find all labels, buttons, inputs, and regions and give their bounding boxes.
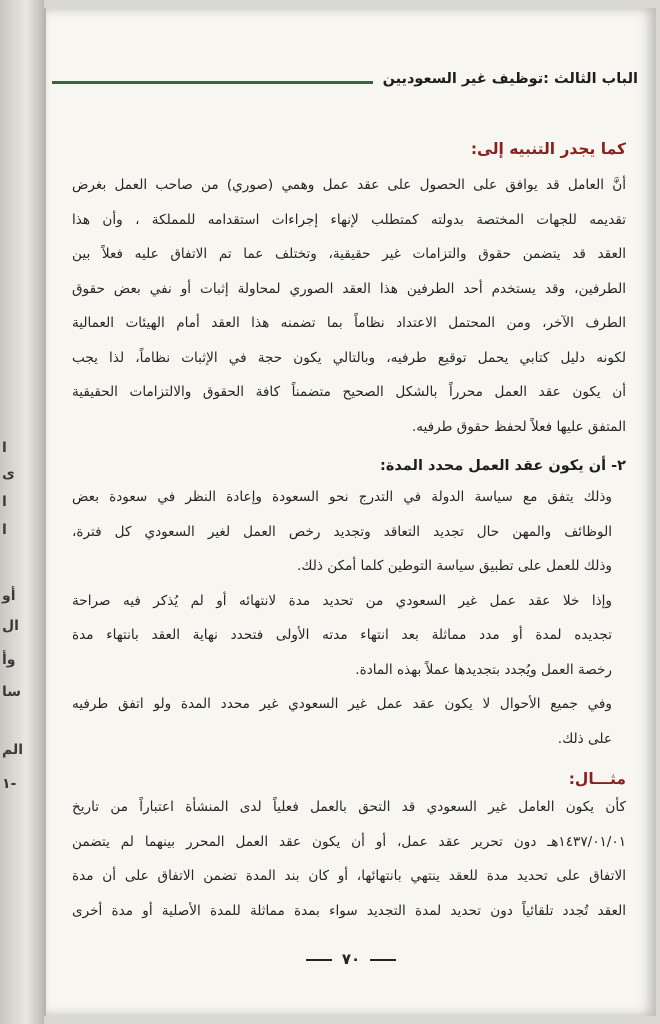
prev-page-fragment: أو — [2, 588, 16, 604]
prev-page-fragment: ا — [2, 522, 7, 538]
page-number-dash — [306, 959, 332, 961]
text-line: تقديمه للجهات المختصة بدولته كمتطلب لإنهاء إجراءات استقدامه للمملكة ، وأن هذا — [72, 211, 626, 228]
text-line: أن يكون عقد العمل محرراً بالشكل الصحيح متضمناً كافة الحقوق والالتزامات الحقيقية — [72, 384, 626, 400]
prev-page-fragment: وأ — [2, 652, 16, 668]
text-line: رخصة العمل ويُجدد بتجديدها عملاً بهذه المادة. — [355, 661, 612, 678]
text-line: وذلك للعمل على تطبيق سياسة التوطين كلما أمكن ذلك. — [296, 558, 612, 574]
section-heading-note: كما يجدر التنبيه إلى: — [470, 140, 626, 158]
book-page — [44, 8, 656, 1016]
prev-page-fragment: ال — [2, 618, 19, 634]
text-line: أنَّ العامل قد يوافق على الحصول على عقد عمل وهمي (صوري) من صاحب العمل بغرض — [72, 177, 626, 193]
text-line: المتفق عليها فعلاً لحفظ حقوق طرفيه. — [411, 418, 626, 435]
prev-page-fragment: ی — [2, 466, 15, 482]
text-line: ١٤٣٧/٠١/٠١هـ دون تحرير عقد عمل، أو أن يكون عقد العمل المحرر بينهما لم يتضمن — [72, 833, 626, 850]
prev-page-fragment: ١- — [2, 776, 17, 792]
example-heading: مثـــال: — [568, 770, 626, 788]
prev-page-fragment: الم — [2, 742, 24, 758]
page-body — [72, 140, 626, 928]
text-line: العقد تُجدد تلقائياً دون تحديد لمدة التجديد سواء بمدة مماثلة للمدة الأصلية أو مدة أخرى — [72, 902, 626, 919]
text-line: وذلك يتفق مع سياسة الدولة في التدرج نحو السعودة وإعادة النظر في سعودة بعض — [72, 489, 612, 505]
text-line: وإذا خلا عقد عمل غير السعودي من تحديد مدة لانتهائه أو لم يُذكر فيه صراحة — [72, 592, 612, 609]
fixed-term-paragraph — [72, 480, 626, 756]
text-line: كأن يكون العامل غير السعودي قد التحق بالعمل فعلياً لدى المنشأة اعتباراً من تاريخ — [72, 799, 626, 815]
text-line: الاتفاق على تحديد مدة للعقد ينتهي بانتهائها، أو كان بند المدة تضمن الاتفاق على أن مدة — [72, 868, 626, 884]
running-header — [52, 64, 638, 94]
text-line: على ذلك. — [557, 730, 612, 747]
page-number — [46, 950, 656, 968]
prev-page-fragment: ا — [2, 440, 7, 456]
text-line: لكونه دليل كتابي يحمل توقيع طرفيه، وبالتالي يكون حجة في الإثبات نظاماً، لذا يجب — [72, 349, 626, 366]
prev-page-fragment: ا — [2, 494, 7, 510]
text-line: وفي جميع الأحوال لا يكون عقد عمل غير السعودي غير محدد المدة ولو اتفق طرفيه — [72, 696, 612, 712]
text-line: الطرف الآخر، ومن المحتمل الاعتداد نظاماً بما تضمنه هذا العقد أمام الهيئات العمالية — [72, 315, 626, 331]
note-paragraph — [72, 168, 626, 444]
text-line: تجديده لمدة أو مدد مماثلة بعد انتهاء مدته الأولى فتحدد نهاية العقد بانتهاء مدة — [72, 627, 612, 643]
text-line: الوظائف والمهن حال تجديد التعاقد وتجديد رخص العمل لغير السعودي كل فترة، — [72, 523, 612, 540]
section-heading-fixed-term: ٢- أن يكون عقد العمل محدد المدة: — [380, 458, 626, 474]
previous-page-edge — [0, 0, 44, 1024]
page-number-dash — [370, 959, 396, 961]
header-rule — [52, 81, 373, 84]
text-line: العقد قد يتضمن حقوق والتزامات غير حقيقية، وتختلف عما تم الاتفاق عليه فعلاً بين — [72, 246, 626, 262]
example-paragraph — [72, 790, 626, 928]
chapter-title: الباب الثالث :توظيف غير السعوديين — [382, 71, 638, 87]
prev-page-fragment: سا — [2, 684, 22, 700]
page-number-value: ٧٠ — [341, 950, 361, 968]
text-line: الطرفين، وقد يستخدم أحد الطرفين هذا العقد الصوري لمحاولة إثبات أو نفي بعض حقوق — [72, 280, 626, 297]
